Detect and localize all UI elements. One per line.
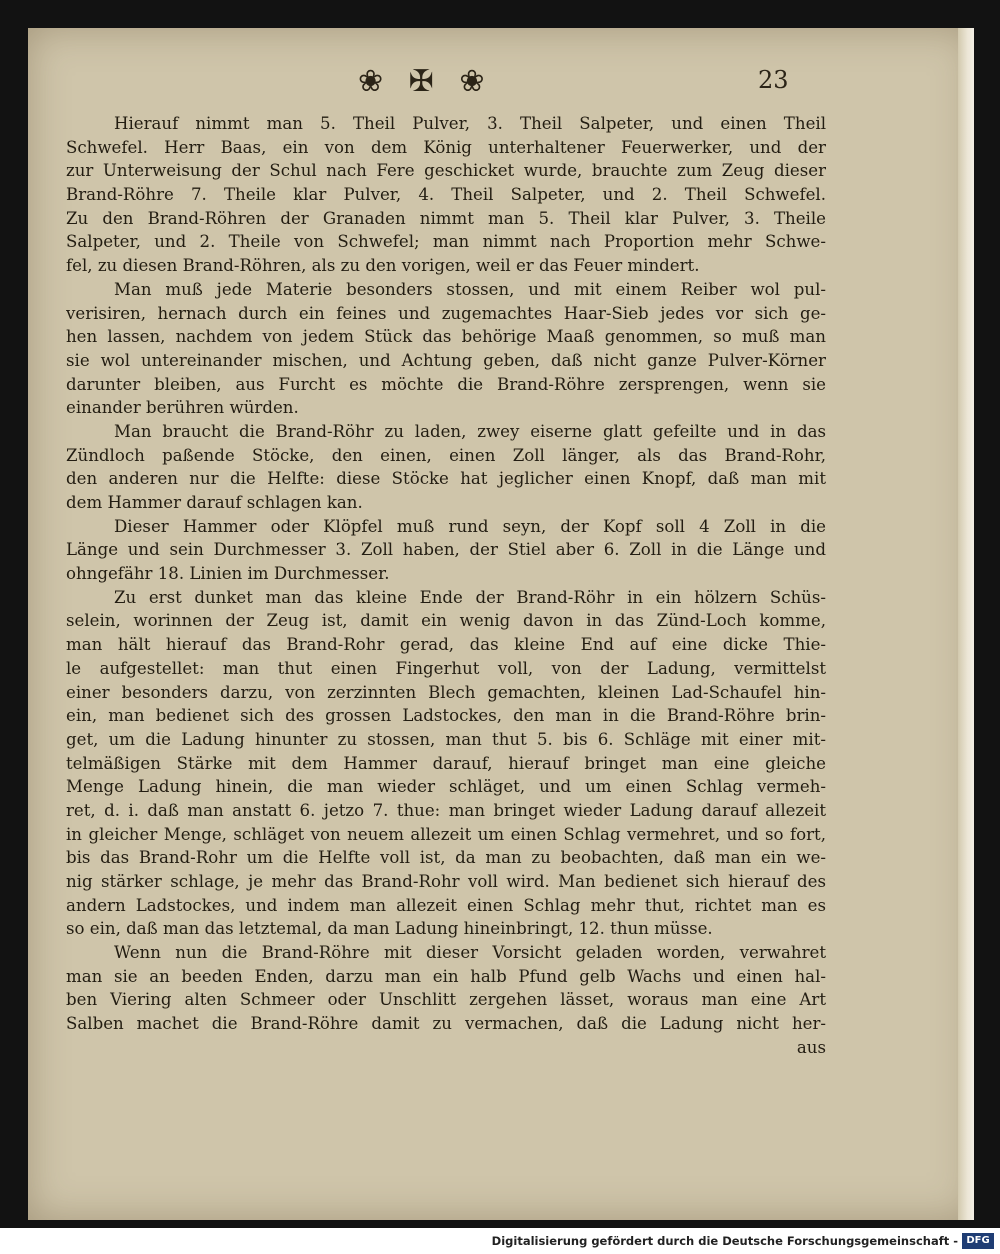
text-line: man sie an beeden Enden, darzu man ein halb Pfund gelb Wachs und einen hal- <box>66 966 826 986</box>
text-line: fel, zu diesen Brand-Röhren, als zu den vorigen, weil er das Feuer mindert. <box>66 256 700 276</box>
text-line: ret, d. i. daß man anstatt 6. jetzo 7. thue: man bringet wieder Ladung darauf allezeit <box>66 800 826 820</box>
text-line: le aufgestellet: man thut einen Fingerhut voll, von der Ladung, vermittelst <box>66 658 826 678</box>
text-line: nig stärker schlage, je mehr das Brand-Rohr voll wird. Man bedienet sich hierauf des <box>66 872 826 891</box>
text-line: aus <box>796 1037 826 1057</box>
footer-bar <box>0 1228 1000 1254</box>
text-line: andern Ladstockes, und indem man allezeit einen Schlag mehr thut, richtet man es <box>66 895 826 915</box>
funding-credit: Digitalisierung gefördert durch die Deutsche Forschungsgemeinschaft - <box>491 1234 958 1248</box>
text-line: den anderen nur die Helfte: diese Stöcke hat jeglicher einen Knopf, daß man mit <box>66 469 826 489</box>
text-line: Wenn nun die Brand-Röhre mit dieser Vorsicht geladen worden, verwahret <box>114 943 826 963</box>
text-line: ohngefähr 18. Linien im Durchmesser. <box>66 564 390 584</box>
text-line: get, um die Ladung hinunter zu stossen, man thut 5. bis 6. Schläge mit einer mit- <box>66 729 826 749</box>
text-line: man hält hierauf das Brand-Rohr gerad, das kleine End auf eine dicke Thie- <box>66 635 826 655</box>
text-line: telmäßigen Stärke mit dem Hammer darauf, hierauf bringet man eine gleiche <box>66 753 826 773</box>
text-line: bis das Brand-Rohr um die Helfte voll ist, da man zu beobachten, daß man ein we- <box>66 848 826 868</box>
text-line: in gleicher Menge, schläget von neuem allezeit um einen Schlag vermehret, und so fort, <box>66 824 826 844</box>
dfg-logo: DFG <box>962 1233 994 1249</box>
text-line: darunter bleiben, aus Furcht es möchte die Brand-Röhre zersprengen, wenn sie <box>66 374 826 394</box>
text-line: Länge und sein Durchmesser 3. Zoll haben, der Stiel aber 6. Zoll in die Länge und <box>66 540 826 560</box>
text-line: einander berühren würden. <box>66 398 299 418</box>
text-line: Salben machet die Brand-Röhre damit zu vermachen, daß die Ladung nicht her- <box>66 1014 826 1034</box>
text-line: Zündloch paßende Stöcke, den einen, einen Zoll länger, als das Brand-Rohr, <box>66 445 826 465</box>
text-line: ben Viering alten Schmeer oder Unschlitt zergehen lässet, woraus man eine Art <box>66 990 826 1010</box>
text-line: so ein, daß man das letztemal, da man Ladung hineinbringt, 12. thun müsse. <box>66 919 713 939</box>
page-header <box>28 64 974 104</box>
body-text <box>66 112 826 1060</box>
text-line: Menge Ladung hinein, die man wieder schläget, und um einen Schlag vermeh- <box>66 777 826 797</box>
header-ornament: ❀ ✠ ❀ <box>358 64 493 99</box>
text-line: Man braucht die Brand-Röhr zu laden, zwey eiserne glatt gefeilte und in das <box>114 421 826 441</box>
text-line: Brand-Röhre 7. Theile klar Pulver, 4. Theil Salpeter, und 2. Theil Schwefel. <box>66 185 826 205</box>
text-line: hen lassen, nachdem von jedem Stück das behörige Maaß genommen, so muß man <box>66 327 826 347</box>
text-line: Zu erst dunket man das kleine Ende der Brand-Röhr in ein hölzern Schüs- <box>114 587 826 607</box>
text-line: Schwefel. Herr Baas, ein von dem König unterhaltener Feuerwerker, und der <box>66 137 826 157</box>
page-edge <box>958 28 974 1220</box>
text-line: Salpeter, und 2. Theile von Schwefel; man nimmt nach Proportion mehr Schwe- <box>66 232 826 252</box>
text-line: selein, worinnen der Zeug ist, damit ein wenig davon in das Zünd-Loch komme, <box>66 611 826 631</box>
text-line: ein, man bedienet sich des grossen Ladstockes, den man in die Brand-Röhre brin- <box>66 706 826 726</box>
text-line: Hierauf nimmt man 5. Theil Pulver, 3. Theil Salpeter, und einen Theil <box>114 114 826 133</box>
text-line: dem Hammer darauf schlagen kan. <box>66 493 363 512</box>
text-line: verisiren, hernach durch ein feines und zugemachtes Haar-Sieb jedes vor sich ge- <box>66 303 826 323</box>
text-line: Man muß jede Materie besonders stossen, und mit einem Reiber wol pul- <box>114 279 826 299</box>
text-line: sie wol untereinander mischen, und Achtung geben, daß nicht ganze Pulver-Körner <box>66 350 826 370</box>
book-page <box>28 28 974 1220</box>
text-line: zur Unterweisung der Schul nach Fere geschicket wurde, brauchte zum Zeug dieser <box>66 161 826 181</box>
text-line: einer besonders darzu, von zerzinnten Blech gemachten, kleinen Lad-Schaufel hin- <box>66 682 826 702</box>
text-line: Dieser Hammer oder Klöpfel muß rund seyn, der Kopf soll 4 Zoll in die <box>114 516 826 536</box>
page-number: 23 <box>758 66 789 94</box>
text-line: Zu den Brand-Röhren der Granaden nimmt man 5. Theil klar Pulver, 3. Theile <box>66 208 826 228</box>
